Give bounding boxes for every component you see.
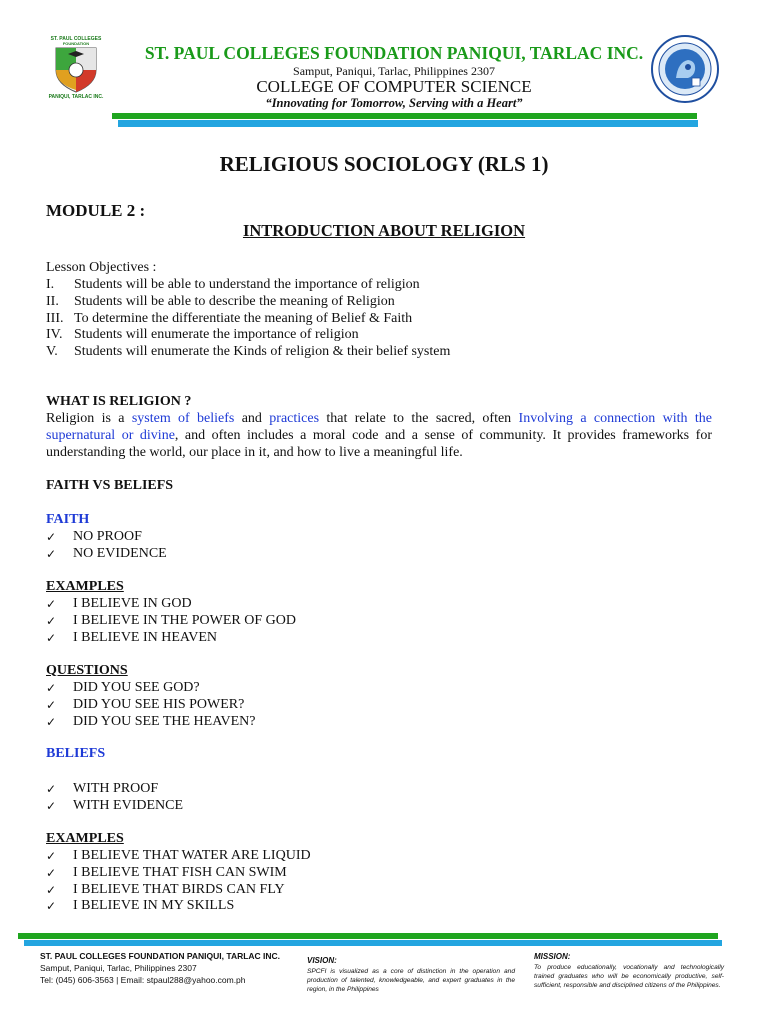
module-label: MODULE 2 : [46,201,146,220]
objective-item [46,277,450,294]
check-icon: ✓ [46,849,57,863]
faith-examples-heading: EXAMPLES [46,579,124,594]
list-item-text: DID YOU SEE GOD? [73,680,200,695]
list-item-text: I BELIEVE THAT BIRDS CAN FLY [73,881,285,897]
paragraph-text: that relate to the sacred, often [319,411,519,426]
objectives-list [46,277,450,361]
header-motto: “Innovating for Tomorrow, Serving with a Heart” [265,96,523,110]
footer-mission-text: To produce educationally, vocationally and technologically trained graduates who will be economically productive, self-sufficient, responsible and disciplined citizens of the Philippines. [534,964,724,990]
list-item [46,865,311,882]
footer-vision-text: SPCFI is visualized as a core of distinction in the operation and production of talented, knowledgeable, and expert graduates in the region, in the Philippines [307,968,515,994]
logo-left-text-sub: FOUNDATION [62,41,90,46]
footer-divider-green [18,933,718,939]
faith-heading: FAITH [46,512,90,527]
footer-divider-blue [24,940,722,946]
objective-text: Students will enumerate the importance of religion [74,327,359,343]
header-school-name: ST. PAUL COLLEGES FOUNDATION PANIQUI, TARLAC INC. [144,43,644,63]
faith-examples-list [46,596,296,646]
check-icon: ✓ [46,530,57,544]
logo-left-text-bottom: PANIQUI, TARLAC INC. [48,94,104,100]
footer-vision-heading: VISION: [307,956,337,965]
objective-text: To determine the differentiate the meaning of Belief & Faith [74,310,413,326]
list-item-text: I BELIEVE IN MY SKILLS [73,898,235,914]
faith-questions-heading: QUESTIONS [46,663,128,678]
footer-mission-heading: MISSION: [534,952,571,961]
check-icon: ✓ [46,613,57,628]
objective-item [46,327,450,344]
footer-contact: Tel: (045) 606-3563 | Email: stpaul288@yahoo.com.ph [40,975,246,985]
objective-text: Students will be able to describe the meaning of Religion [74,293,395,309]
list-item [46,882,311,899]
objective-item [46,311,450,328]
list-item-text: DID YOU SEE THE HEAVEN? [73,713,256,729]
footer-school-name: ST. PAUL COLLEGES FOUNDATION PANIQUI, TARLAC INC. [40,951,281,961]
what-is-religion-paragraph [46,410,712,461]
list-item-text: I BELIEVE IN THE POWER OF GOD [73,612,296,628]
list-item [46,613,296,630]
list-item [46,630,296,647]
list-item-text: NO EVIDENCE [73,545,167,561]
module-title: INTRODUCTION ABOUT RELIGION [242,221,526,240]
objective-number: IV. [46,327,63,343]
list-item [46,714,256,731]
objectives-heading: Lesson Objectives : [46,260,157,275]
list-item [46,697,256,714]
objective-item [46,294,450,311]
check-icon: ✓ [46,681,57,695]
college-logo-right [650,34,720,104]
list-item-text: I BELIEVE THAT WATER ARE LIQUID [73,848,311,863]
list-item-text: I BELIEVE THAT FISH CAN SWIM [73,864,287,880]
beliefs-list [46,781,183,815]
highlight-practices: practices [269,411,320,426]
check-icon: ✓ [46,865,57,880]
beliefs-examples-heading: EXAMPLES [46,831,124,846]
list-item-text: I BELIEVE IN GOD [73,596,192,611]
list-item [46,546,167,563]
list-item-text: WITH PROOF [73,781,159,796]
list-item-text: NO PROOF [73,529,142,544]
check-icon: ✓ [46,714,57,729]
faith-list [46,529,167,563]
check-icon: ✓ [46,882,57,897]
objective-text: Students will be able to understand the importance of religion [74,277,420,292]
list-item [46,781,183,798]
check-icon: ✓ [46,798,57,813]
check-icon: ✓ [46,899,57,914]
header-college-name: COLLEGE OF COMPUTER SCIENCE [256,77,532,96]
check-icon: ✓ [46,546,57,561]
course-title: RELIGIOUS SOCIOLOGY (RLS 1) [219,152,549,176]
footer-address: Samput, Paniqui, Tarlac, Philippines 2307 [40,963,197,973]
objective-number: V. [46,344,58,360]
list-item-text: WITH EVIDENCE [73,797,184,813]
highlight-system-of-beliefs: system of beliefs [131,411,235,426]
check-icon: ✓ [46,630,57,645]
header-divider-green [112,113,697,119]
list-item [46,798,183,815]
list-item [46,898,311,915]
check-icon: ✓ [46,597,57,611]
list-item [46,529,167,546]
objective-text: Students will enumerate the Kinds of religion & their belief system [74,344,451,360]
what-is-religion-heading: WHAT IS RELIGION ? [46,394,192,409]
objective-number: III. [46,310,64,326]
objective-number: II. [46,293,59,309]
objective-number: I. [46,277,55,292]
beliefs-examples-list [46,848,311,915]
faith-vs-beliefs-heading: FAITH VS BELIEFS [46,478,174,493]
header-address: Samput, Paniqui, Tarlac, Philippines 2307 [293,64,495,78]
list-item [46,596,296,613]
list-item-text: I BELIEVE IN HEAVEN [73,629,217,645]
paragraph-text: , and often includes a moral code and a sense of community. It provides frameworks for understanding the world, our place in it, and how to live a meaningful life. [46,428,712,460]
objective-item [46,344,450,361]
paragraph-text: Religion is a [46,411,132,426]
beliefs-heading: BELIEFS [46,746,106,761]
header-divider-blue [118,120,698,127]
highlight-supernatural: Involving a connection with the supernatural or divine [46,411,712,443]
paragraph-text: and [234,411,270,426]
list-item-text: DID YOU SEE HIS POWER? [73,696,245,712]
check-icon: ✓ [46,697,57,712]
list-item [46,680,256,697]
list-item [46,848,311,865]
logo-left-text-top: ST. PAUL COLLEGES [50,36,102,42]
check-icon: ✓ [46,782,57,796]
faith-questions-list [46,680,256,730]
